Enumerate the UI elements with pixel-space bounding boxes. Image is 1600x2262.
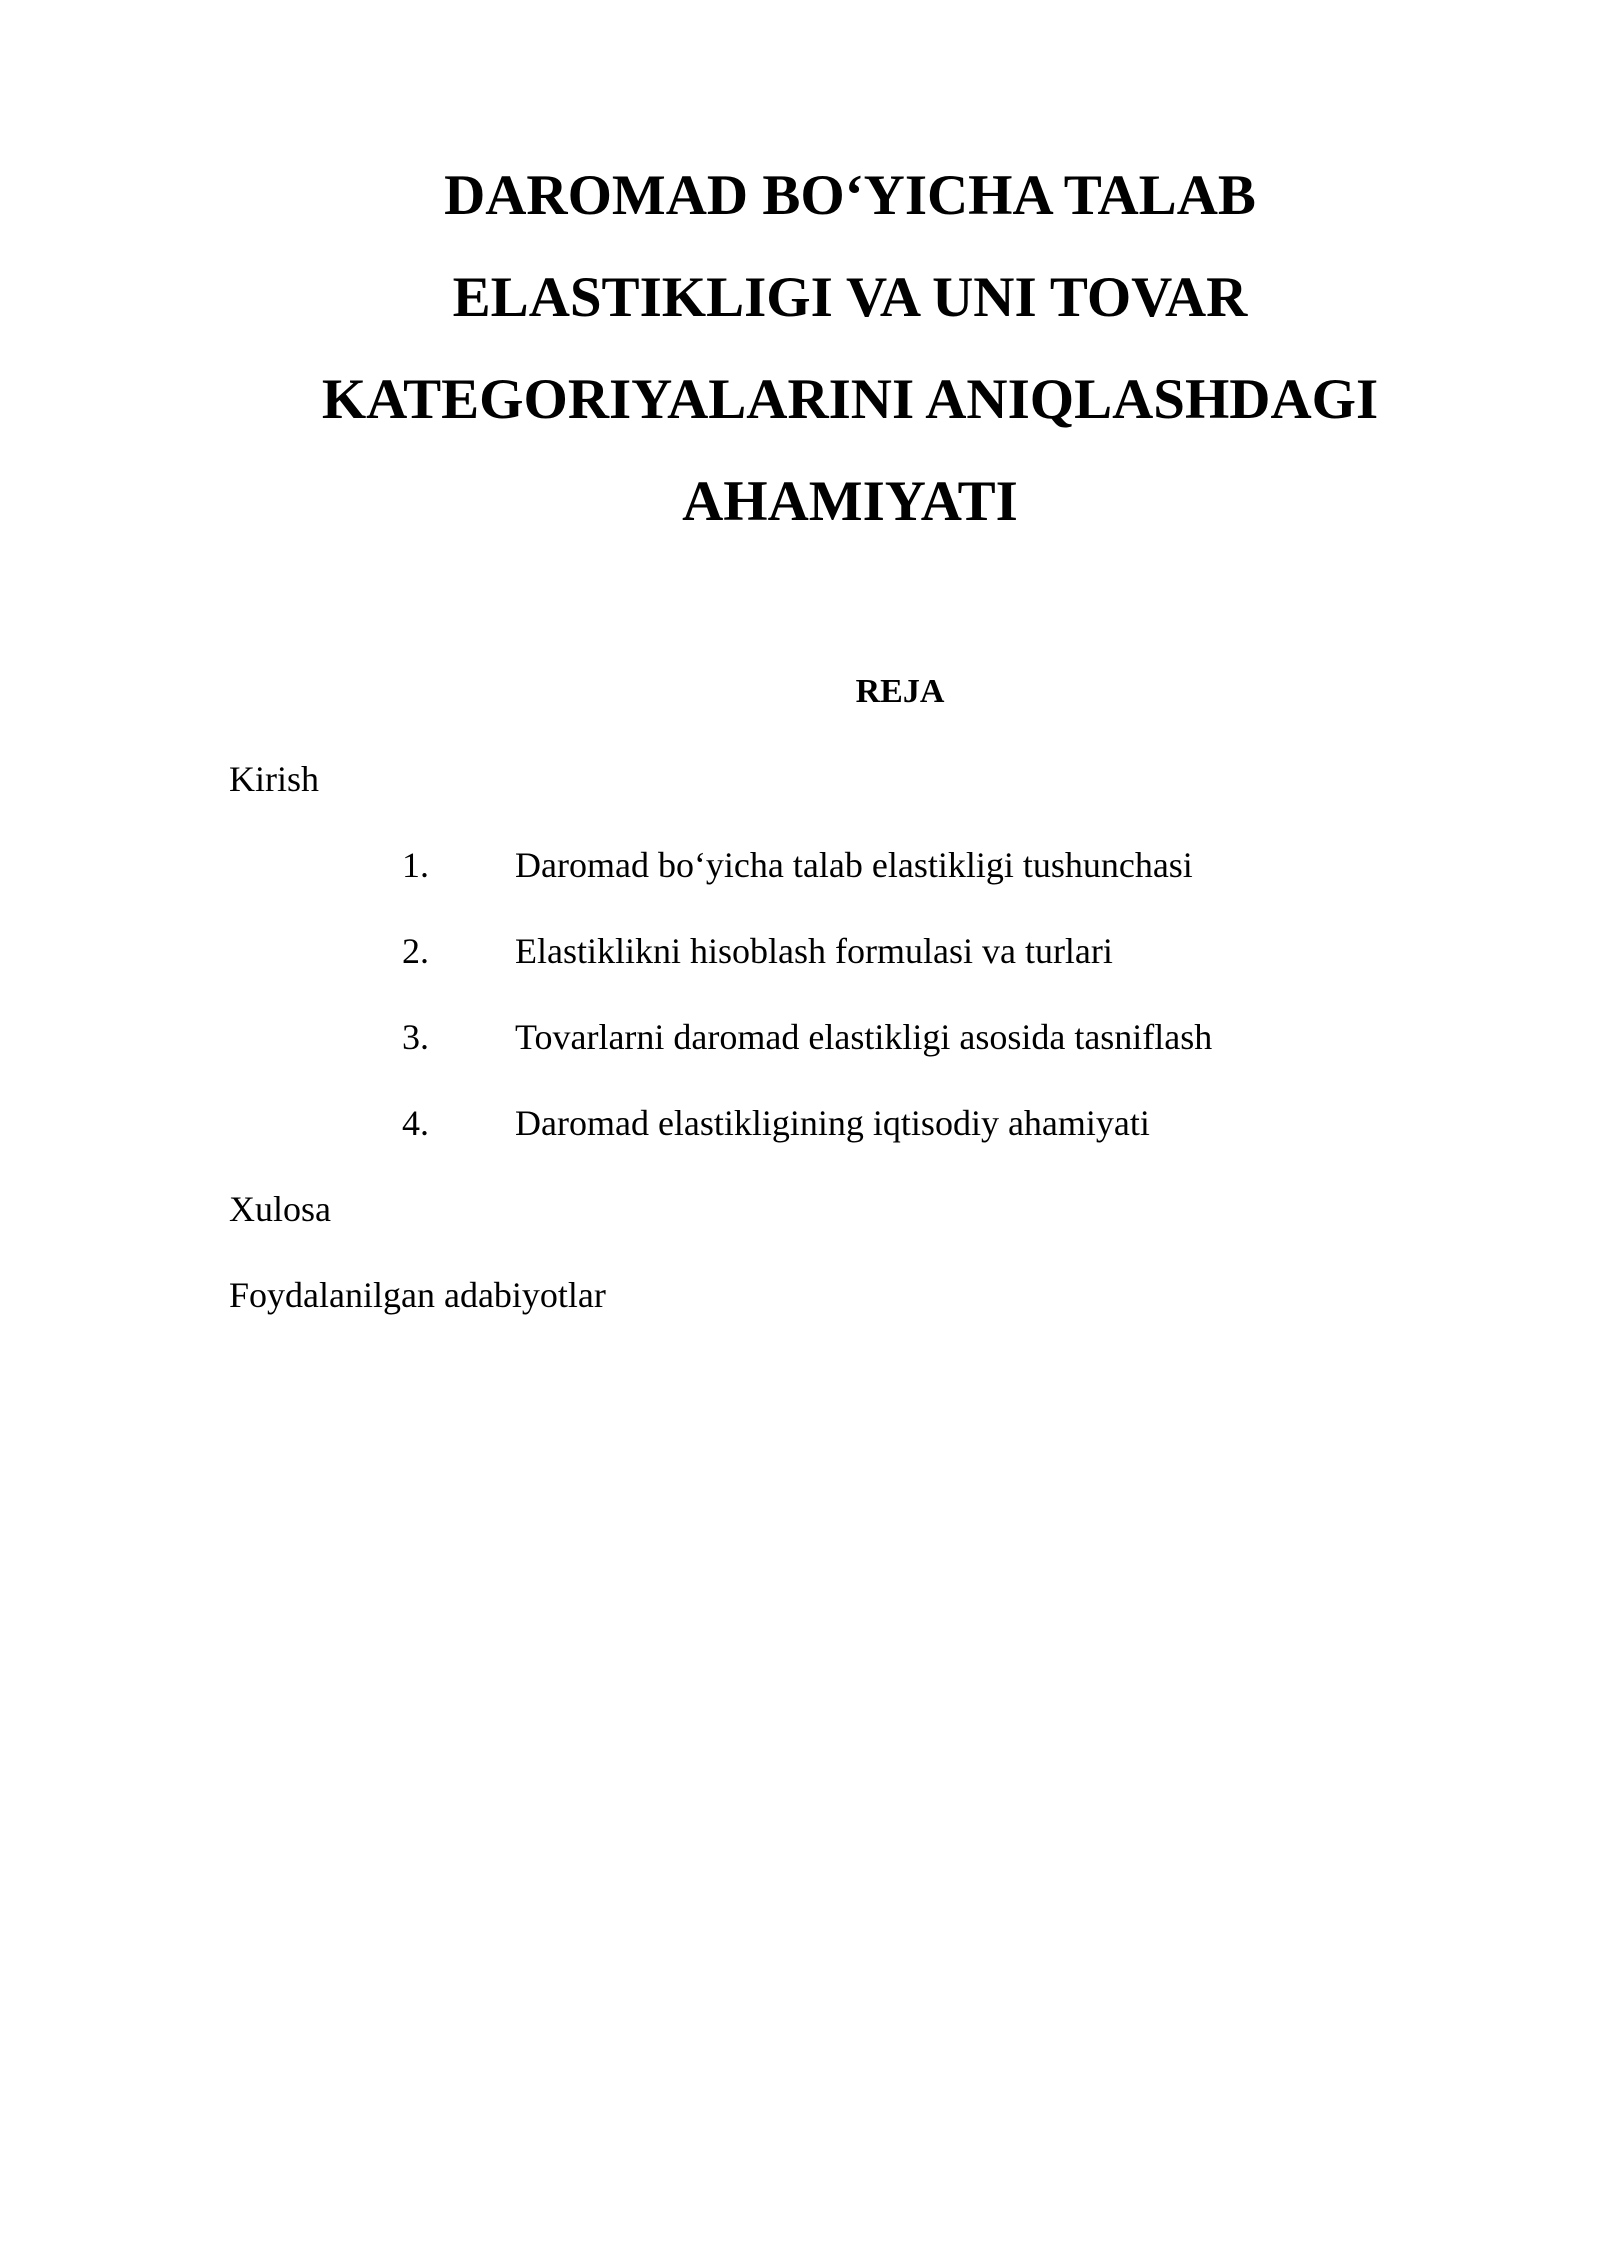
plan-item-number: 2.	[402, 931, 429, 971]
plan-item-number: 3.	[402, 1017, 429, 1057]
plan-item-text: Elastiklikni hisoblash formulasi va turlari	[515, 931, 1113, 971]
intro-label: Kirish	[229, 759, 319, 799]
plan-item-number: 4.	[402, 1103, 429, 1143]
document-title	[300, 145, 1400, 553]
plan-heading: REJA	[855, 673, 945, 710]
title-line: DAROMAD BO‘YICHA TALAB	[444, 164, 1256, 227]
plan-item-text: Daromad bo‘yicha talab elastikligi tushunchasi	[515, 845, 1193, 885]
plan-item-number: 1.	[402, 845, 429, 885]
title-line: KATEGORIYALARINI ANIQLASHDAGI	[321, 368, 1379, 431]
title-line: AHAMIYATI	[682, 470, 1018, 533]
conclusion-label: Xulosa	[229, 1189, 331, 1229]
plan-item-text: Tovarlarni daromad elastikligi asosida tasniflash	[515, 1017, 1213, 1057]
plan-item-text: Daromad elastikligining iqtisodiy ahamiyati	[515, 1103, 1150, 1143]
title-line: ELASTIKLIGI VA UNI TOVAR	[452, 266, 1248, 329]
references-label: Foydalanilgan adabiyotlar	[229, 1275, 606, 1315]
